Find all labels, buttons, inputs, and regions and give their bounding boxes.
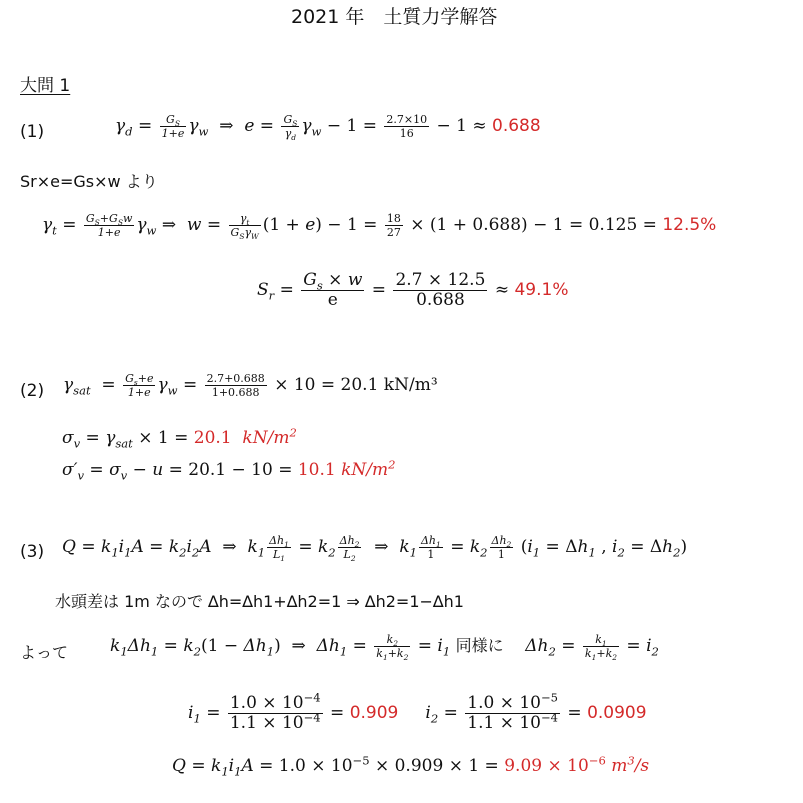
q2-label: (2)	[20, 381, 45, 401]
q1-label: (1)	[20, 122, 45, 142]
q1-formula-sr: $S_r$ = $\frac{G_s \times w}{e}$ = $\frac{2.7 \times 12.5}{0.688}$ ≈ 49.1%	[257, 270, 569, 310]
q3-answer-q: 9.09 × 10	[504, 756, 589, 776]
q3-answer-i1: 0.909	[349, 703, 399, 723]
q3-formula-q-final: $Q = k_1i_1A = 1.0 \times 10^{-5} \times 0.909 \times 1 = 9.09 \times 10^{-6}$ $m^3/s$	[172, 753, 650, 779]
q2-result: × 10 = 20.1 kN/m³	[274, 375, 438, 395]
q3-label: (3)	[20, 542, 45, 562]
q1-frac-e-num: 2.7×10	[386, 113, 428, 126]
q2-frac-num: 2.7+0.688	[206, 372, 265, 385]
q3-answer-i2: 0.0909	[587, 703, 647, 723]
q1-w-tail: × (1 + 0.688) − 1 = 0.125 =	[410, 215, 657, 235]
q2-sigma-v-prime-answer: 10.1	[297, 460, 336, 480]
q2-frac-den: 1+0.688	[211, 386, 260, 399]
q3-douyou: 同様に	[455, 636, 504, 655]
q1-note: Sr×e=Gs×w より	[20, 172, 158, 191]
q1-formula-e: $\gamma_d$ = $\frac{G_S}{1+e}$ $\gamma_w$ ⇒ e = $\frac{G_S}{\gamma_d}$ $\gamma_w - 1$ = $\frac{2.7\times 10}{16}$ − 1 ≈ 0.688	[115, 113, 541, 143]
section-label: 大問 1	[20, 76, 71, 96]
q3-q-mid2: × 0.909 × 1 =	[374, 756, 499, 776]
q2-formula-gsat: $\gamma_{sat}$ = $\frac{G_s+e}{1+e}$ $\gamma_w$ = $\frac{2.7+0.688}{1+0.688}$ × 10 = 20.1 kN/m³	[63, 372, 438, 399]
q1-sr-den: 0.688	[416, 290, 465, 310]
q1-answer-e: 0.688	[492, 116, 541, 136]
q3-formula-i: $i_1$ = $\frac{1.0 \times 10^{-4}}{1.1 \times 10^{-4}}$ = 0.909 $i_2$ = $\frac{1.0 \times 10^{-5}}{1.1 \times 10^{-4}}$ = 0.0909	[188, 690, 647, 733]
q2-sigma-v-answer: 20.1	[193, 428, 232, 448]
q1-frac-e-den: 16	[399, 127, 414, 140]
page-title: 2021 年 土質力学解答	[291, 6, 498, 28]
q2-sigma-v: $\sigma_v = \gamma_{sat} \times 1 = 20.1$ $kN/m^2$	[62, 425, 297, 451]
q2-sigma-v-prime: $\sigma'_v = \sigma_v - u = 20.1 - 10 = 10.1$ $kN/m^2$	[62, 457, 396, 483]
q1-formula-w: $\gamma_t$ = $\frac{G_S+G_Sw}{1+e}$ $\gamma_w$ ⇒ w = $\frac{\gamma_t}{G_S\gamma_W}$ (1 + e) − 1 = $\frac{18}{27}$ × (1 + 0.688) − 1 = 0.125 = 12.5%	[42, 212, 717, 242]
q3-q-mid: = 1.0 × 10	[259, 756, 353, 776]
q1-frac-w-num: 18	[386, 212, 401, 225]
q1-answer-sr: 49.1%	[514, 280, 569, 300]
q1-answer-w: 12.5%	[662, 215, 717, 235]
q3-formula-q: $Q = k_1i_1A = k_2i_2A$ ⇒ $k_1$ $\frac{\Delta h_1}{L_1}$ = $k_2$ $\frac{\Delta h_2}{L_2}$ ⇒ $k_1$ $\frac{\Delta h_1}{1}$ = $k_2$ $\frac{\Delta h_2}{1}$ ($i_1 = \Delta h_1$ , $i_2 = \Delta h_2$)	[62, 534, 688, 564]
q3-yotte: よって	[20, 643, 69, 662]
q1-frac-w-den: 27	[386, 226, 401, 239]
q3-water-note: 水頭差は 1m なので ∆h=∆h1+∆h2=1 ⇒ ∆h2=1−∆h1	[55, 592, 464, 611]
q1-sr-num: 2.7 × 12.5	[395, 270, 486, 290]
q3-formula-dh: $k_1\Delta h_1 = k_2(1 - \Delta h_1)$ ⇒ $\Delta h_1$ = $\frac{k_2}{k_1+k_2}$ = $i_1$ 同様に $\Delta h_2$ = $\frac{k_1}{k_1+k_2}$ = $i_2$	[110, 633, 659, 663]
